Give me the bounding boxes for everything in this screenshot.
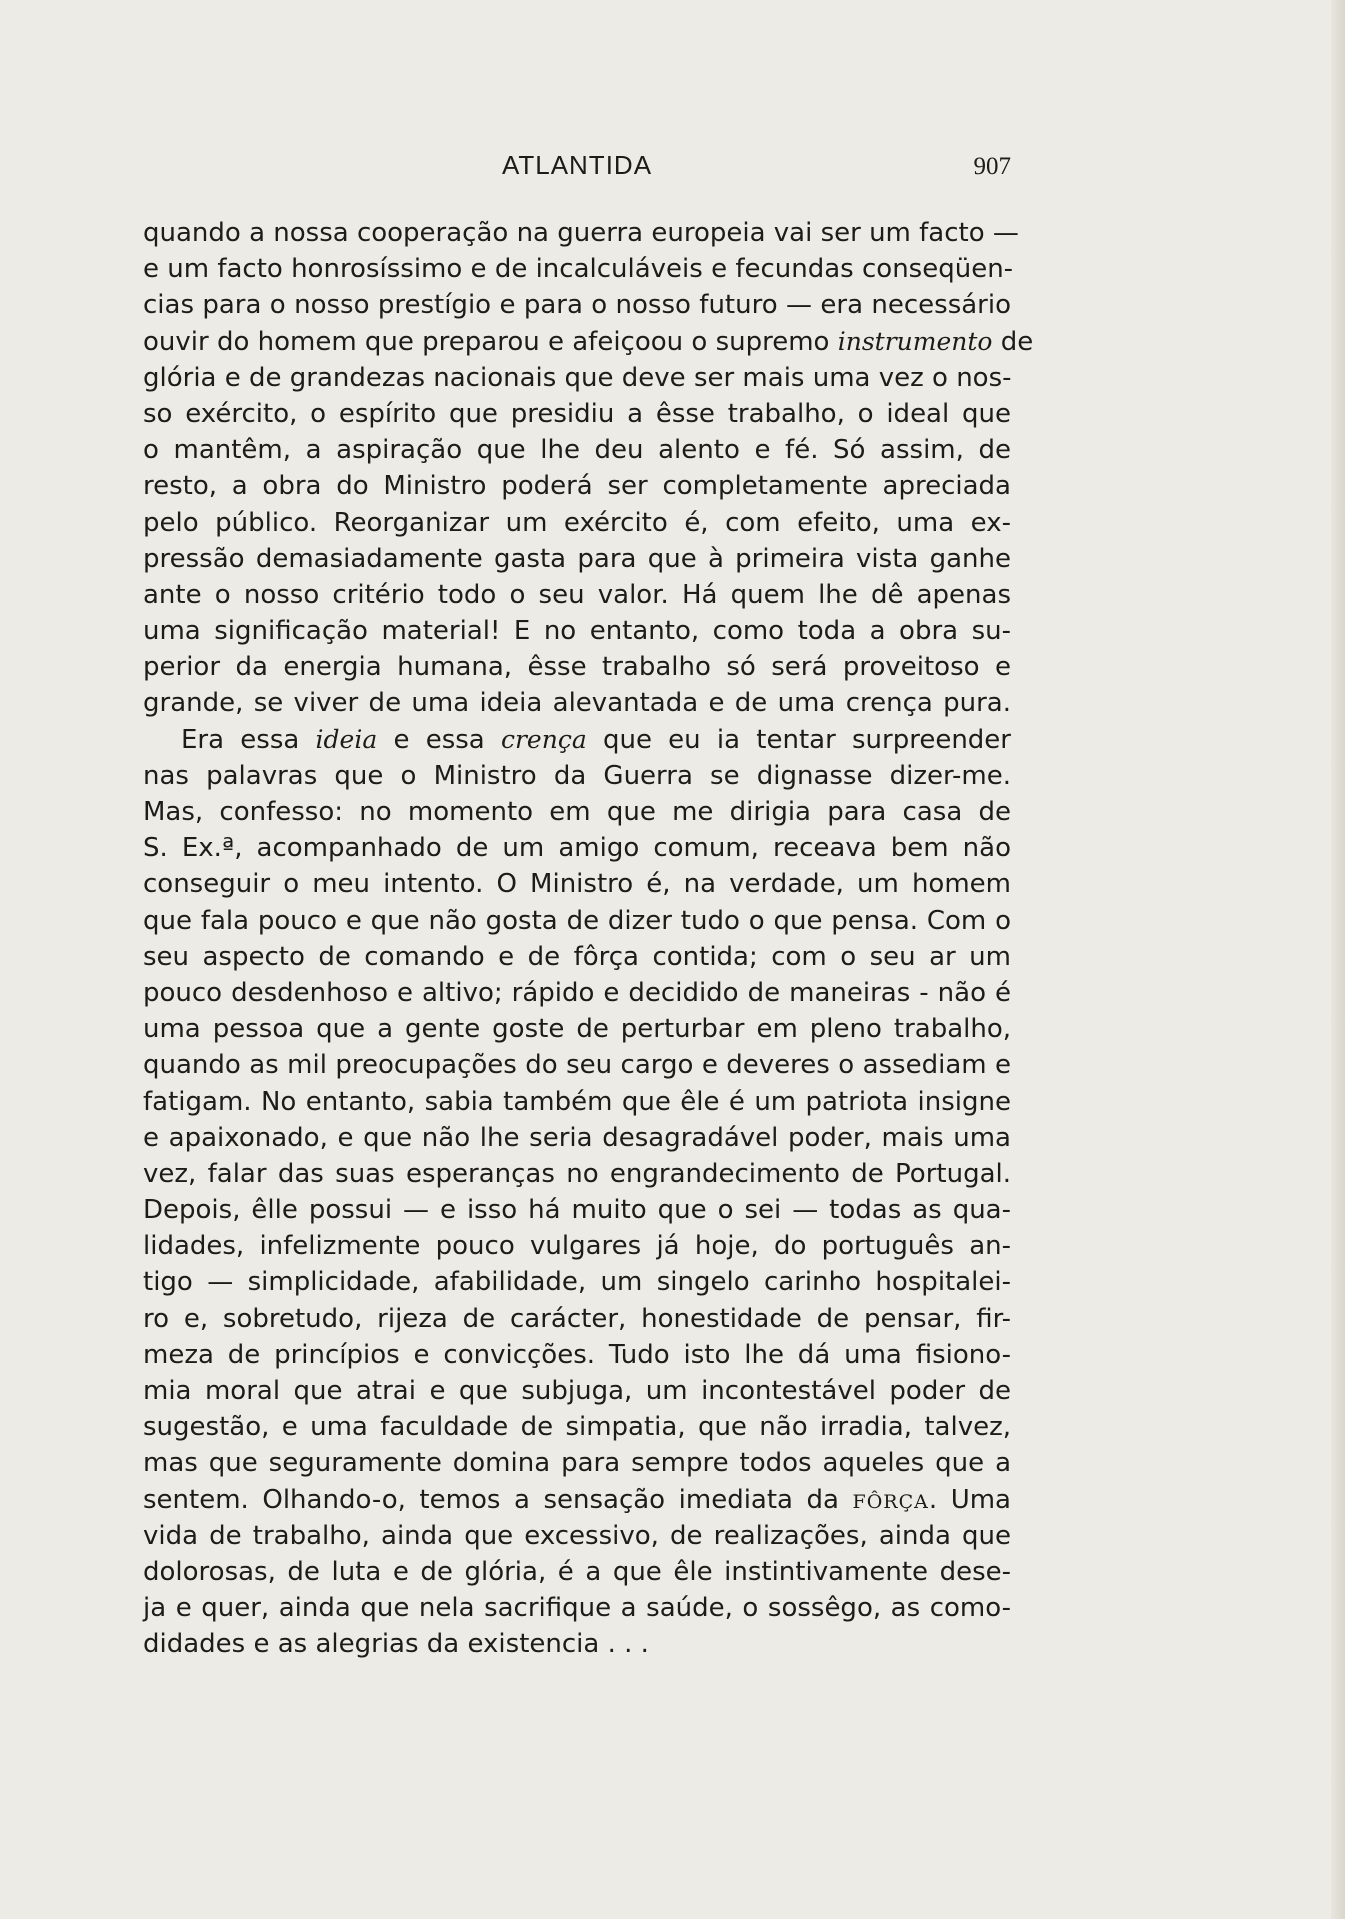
text-line: quando as mil preocupações do seu cargo e deveres o assediam e [143, 1050, 1011, 1081]
text-line: e um facto honrosíssimo e de incalculáveis e fecundas conseqüen- [143, 254, 1014, 285]
text-line: pressão demasiadamente gasta para que à primeira vista ganhe [143, 543, 1011, 574]
text-line: so exército, o espírito que presidiu a êsse trabalho, o ideal que [143, 398, 1011, 429]
text-line: perior da energia humana, êsse trabalho só será proveitoso e [143, 652, 1011, 683]
text-line: conseguir o meu intento. O Ministro é, na verdade, um homem [143, 869, 1011, 900]
text-line: mia moral que atrai e que subjuga, um incontestável poder de [143, 1376, 1011, 1406]
text-segment: ouvir do homem que preparou e afeiçoou o supremo [143, 326, 830, 357]
text-line: nas palavras que o Ministro da Guerra se dignasse dizer-me. [143, 760, 1011, 791]
text-line [143, 722, 1011, 758]
smallcaps-word: FÔRÇA [852, 1490, 929, 1513]
text-segment: que eu ia tentar surpreender [602, 724, 1011, 755]
text-line: didades e as alegrias da existencia . . . [143, 1629, 649, 1660]
text-line: ro e, sobretudo, rijeza de carácter, honestidade de pensar, fir- [143, 1303, 1011, 1334]
text-line: ante o nosso critério todo o seu valor. Há quem lhe dê apenas [143, 579, 1011, 610]
text-line: o mantêm, a aspiração que lhe deu alento e fé. Só assim, de [143, 435, 1011, 466]
text-line [143, 1482, 1011, 1518]
running-head [143, 150, 1011, 190]
text-line: e apaixonado, e que não lhe seria desagradável poder, mais uma [143, 1122, 1011, 1153]
text-segment: e essa [393, 724, 485, 755]
text-line: lidades, infelizmente pouco vulgares já hoje, do português an- [143, 1231, 1011, 1262]
page-edge-shadow [1331, 0, 1345, 1919]
text-line: quando a nossa cooperação na guerra europeia vai ser um facto — [143, 218, 1019, 248]
italic-word: ideia [315, 724, 378, 754]
text-line: S. Ex.ª, acompanhado de um amigo comum, receava bem não [143, 833, 1011, 864]
text-segment: . Uma [928, 1484, 1011, 1515]
text-line: cias para o nosso prestígio e para o nosso futuro — era necessário [143, 290, 1011, 321]
italic-word: crença [500, 724, 587, 754]
text-line [143, 324, 1034, 360]
text-line: glória e de grandezas nacionais que deve ser mais uma vez o nos- [143, 362, 1012, 393]
text-line: sugestão, e uma faculdade de simpatia, que não irradia, talvez, [143, 1412, 1011, 1443]
text-line: grande, se viver de uma ideia alevantada e de uma crença pura. [143, 688, 1011, 719]
text-line: uma pessoa que a gente goste de perturbar em pleno trabalho, [143, 1014, 1011, 1045]
text-line: Mas, confesso: no momento em que me dirigia para casa de [143, 797, 1011, 827]
text-line: fatigam. No entanto, sabia também que êle é um patriota insigne [143, 1086, 1011, 1117]
page-number: 907 [973, 153, 1011, 180]
text-line: que fala pouco e que não gosta de dizer tudo o que pensa. Com o [143, 905, 1011, 936]
text-line: tigo — simplicidade, afabilidade, um singelo carinho hospitalei- [143, 1267, 1011, 1298]
text-line: resto, a obra do Ministro poderá ser completamente apreciada [143, 471, 1011, 502]
text-segment: sentem. Olhando-o, temos a sensação imediata da [143, 1484, 839, 1515]
text-segment: de [1000, 326, 1034, 357]
text-line: seu aspecto de comando e de fôrça contida; com o seu ar um [143, 941, 1011, 972]
text-line: uma significação material! E no entanto, como toda a obra su- [143, 616, 1011, 647]
text-line: ja e quer, ainda que nela sacrifique a saúde, o sossêgo, as como- [143, 1593, 1011, 1624]
text-line: Depois, êlle possui — e isso há muito que o sei — todas as qua- [143, 1195, 1011, 1226]
text-line: pelo público. Reorganizar um exército é, com efeito, uma ex- [143, 507, 1011, 538]
text-segment: Era essa [181, 724, 300, 755]
text-line: meza de princípios e convicções. Tudo isto lhe dá uma fisiono- [143, 1339, 1011, 1370]
text-line: mas que seguramente domina para sempre todos aqueles que a [143, 1448, 1011, 1479]
text-line: vida de trabalho, ainda que excessivo, de realizações, ainda que [143, 1520, 1011, 1551]
journal-title: ATLANTIDA [501, 150, 653, 180]
text-line: vez, falar das suas esperanças no engrandecimento de Portugal. [143, 1158, 1011, 1189]
text-line: pouco desdenhoso e altivo; rápido e decidido de maneiras - não é [143, 977, 1011, 1008]
italic-word: instrumento [837, 326, 993, 356]
body-text [143, 215, 1034, 1663]
text-line: dolorosas, de luta e de glória, é a que êle instintivamente dese- [143, 1556, 1011, 1587]
